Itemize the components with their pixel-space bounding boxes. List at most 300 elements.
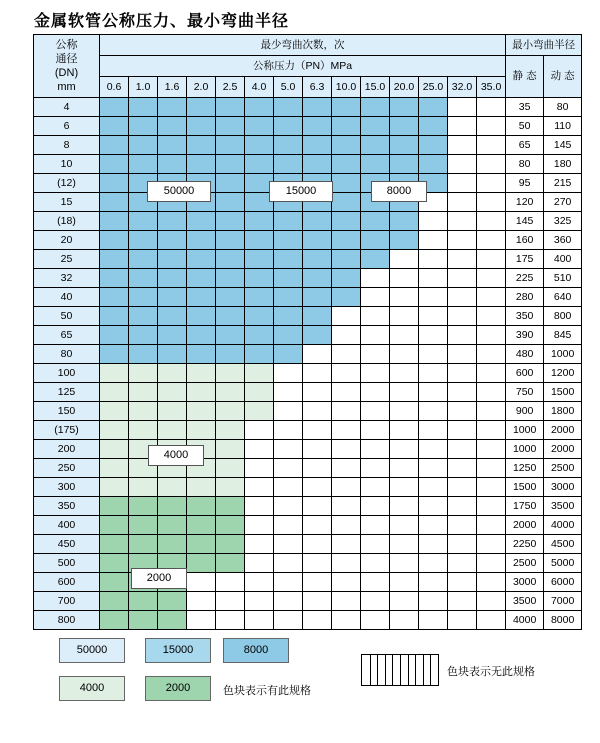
table-row (34, 269, 582, 288)
spec-cell (332, 497, 361, 516)
spec-cell (216, 193, 245, 212)
spec-cell (390, 364, 419, 383)
pressure-col-header: 25.0 (419, 77, 448, 98)
spec-cell (158, 478, 187, 497)
static-radius: 2000 (506, 516, 544, 535)
spec-cell (129, 383, 158, 402)
spec-cell (390, 98, 419, 117)
spec-cell (303, 440, 332, 459)
dn-value: 300 (34, 478, 100, 497)
spec-cell (129, 117, 158, 136)
pressure-col-header: 20.0 (390, 77, 419, 98)
spec-cell (216, 554, 245, 573)
spec-cell (332, 535, 361, 554)
spec-cell (274, 402, 303, 421)
spec-cell (477, 288, 506, 307)
spec-cell (448, 193, 477, 212)
spec-cell (390, 535, 419, 554)
static-radius: 350 (506, 307, 544, 326)
spec-cell (216, 440, 245, 459)
spec-cell (129, 326, 158, 345)
table-row (34, 497, 582, 516)
spec-cell (274, 611, 303, 630)
spec-cell (332, 307, 361, 326)
spec-cell (245, 478, 274, 497)
static-radius: 390 (506, 326, 544, 345)
dn-value: 6 (34, 117, 100, 136)
legend-color-note: 色块表示有此规格 (223, 684, 311, 697)
spec-cell (303, 136, 332, 155)
pressure-col-header: 2.5 (216, 77, 245, 98)
legend-swatch: 50000 (59, 638, 125, 663)
spec-cell (245, 516, 274, 535)
spec-cell (332, 269, 361, 288)
dynamic-radius: 3500 (544, 497, 582, 516)
table-row (34, 611, 582, 630)
dn-value: (175) (34, 421, 100, 440)
spec-cell (390, 212, 419, 231)
spec-cell (129, 497, 158, 516)
spec-cell (100, 573, 129, 592)
table-row (34, 440, 582, 459)
static-radius: 120 (506, 193, 544, 212)
dynamic-radius: 3000 (544, 478, 582, 497)
spec-cell (158, 250, 187, 269)
spec-cell (332, 345, 361, 364)
overlay-value-tag: 15000 (269, 181, 333, 202)
spec-cell (187, 535, 216, 554)
table-row (34, 364, 582, 383)
spec-cell (477, 573, 506, 592)
spec-cell (477, 307, 506, 326)
spec-cell (477, 212, 506, 231)
spec-cell (158, 402, 187, 421)
spec-cell (245, 383, 274, 402)
spec-cell (187, 269, 216, 288)
spec-cell (448, 516, 477, 535)
spec-cell (332, 364, 361, 383)
spec-cell (477, 535, 506, 554)
spec-cell (158, 345, 187, 364)
spec-cell (216, 497, 245, 516)
spec-cell (303, 98, 332, 117)
dynamic-radius: 1200 (544, 364, 582, 383)
dynamic-radius: 360 (544, 231, 582, 250)
dn-value: 350 (34, 497, 100, 516)
pressure-col-header: 10.0 (332, 77, 361, 98)
spec-cell (100, 383, 129, 402)
spec-cell (129, 478, 158, 497)
spec-cell (390, 516, 419, 535)
spec-cell (448, 478, 477, 497)
spec-cell (158, 611, 187, 630)
spec-cell (158, 155, 187, 174)
spec-cell (216, 516, 245, 535)
spec-cell (100, 269, 129, 288)
spec-cell (129, 421, 158, 440)
spec-cell (303, 497, 332, 516)
pressure-col-header: 1.6 (158, 77, 187, 98)
static-radius: 750 (506, 383, 544, 402)
pressure-col-header: 35.0 (477, 77, 506, 98)
spec-cell (100, 554, 129, 573)
static-radius: 95 (506, 174, 544, 193)
overlay-value-tag: 50000 (147, 181, 211, 202)
overlay-value-tag: 4000 (148, 445, 204, 466)
spec-cell (187, 288, 216, 307)
spec-cell (100, 364, 129, 383)
spec-cell (419, 345, 448, 364)
dn-value: 500 (34, 554, 100, 573)
dynamic-radius: 800 (544, 307, 582, 326)
spec-cell (129, 592, 158, 611)
dynamic-radius: 2000 (544, 440, 582, 459)
table-body (34, 98, 582, 630)
spec-cell (245, 592, 274, 611)
spec-cell (216, 212, 245, 231)
spec-cell (187, 326, 216, 345)
table-row (34, 516, 582, 535)
spec-cell (419, 326, 448, 345)
spec-cell (187, 383, 216, 402)
spec-cell (303, 478, 332, 497)
spec-cell (419, 611, 448, 630)
dynamic-radius: 8000 (544, 611, 582, 630)
spec-cell (129, 231, 158, 250)
spec-cell (129, 307, 158, 326)
legend-swatch: 15000 (145, 638, 211, 663)
spec-cell (419, 478, 448, 497)
spec-cell (477, 155, 506, 174)
overlay-value-tag: 2000 (131, 568, 187, 589)
page-title: 金属软管公称压力、最小弯曲半径 (34, 11, 290, 30)
spec-cell (158, 136, 187, 155)
spec-cell (245, 345, 274, 364)
spec-cell (361, 421, 390, 440)
dn-value: 400 (34, 516, 100, 535)
legend-stripe-note: 色块表示无此规格 (447, 665, 535, 678)
spec-cell (158, 117, 187, 136)
dynamic-radius: 5000 (544, 554, 582, 573)
dn-value: 10 (34, 155, 100, 174)
spec-cell (361, 592, 390, 611)
spec-cell (158, 535, 187, 554)
spec-cell (361, 516, 390, 535)
spec-cell (216, 535, 245, 554)
dn-value: 150 (34, 402, 100, 421)
spec-cell (129, 288, 158, 307)
spec-cell (419, 364, 448, 383)
spec-cell (477, 364, 506, 383)
spec-cell (477, 497, 506, 516)
static-radius: 1750 (506, 497, 544, 516)
spec-cell (216, 269, 245, 288)
spec-cell (187, 250, 216, 269)
spec-cell (419, 592, 448, 611)
spec-cell (303, 231, 332, 250)
static-radius: 145 (506, 212, 544, 231)
dn-value: 125 (34, 383, 100, 402)
spec-cell (361, 269, 390, 288)
spec-cell (245, 117, 274, 136)
spec-cell (245, 535, 274, 554)
spec-cell (332, 440, 361, 459)
spec-cell (419, 250, 448, 269)
spec-cell (390, 383, 419, 402)
spec-cell (419, 402, 448, 421)
header-static: 静 态 (506, 56, 544, 98)
dynamic-radius: 845 (544, 326, 582, 345)
spec-cell (361, 155, 390, 174)
dynamic-radius: 400 (544, 250, 582, 269)
static-radius: 3500 (506, 592, 544, 611)
spec-cell (390, 478, 419, 497)
spec-cell (100, 307, 129, 326)
spec-cell (187, 478, 216, 497)
table-row (34, 383, 582, 402)
spec-cell (419, 117, 448, 136)
spec-cell (303, 421, 332, 440)
spec-cell (419, 231, 448, 250)
spec-cell (100, 497, 129, 516)
spec-cell (361, 231, 390, 250)
spec-cell (332, 573, 361, 592)
spec-cell (303, 155, 332, 174)
spec-cell (303, 459, 332, 478)
dynamic-radius: 7000 (544, 592, 582, 611)
legend-swatch: 8000 (223, 638, 289, 663)
spec-cell (390, 459, 419, 478)
spec-cell (303, 212, 332, 231)
spec-cell (448, 402, 477, 421)
spec-cell (187, 497, 216, 516)
spec-cell (448, 364, 477, 383)
spec-cell (245, 440, 274, 459)
spec-cell (332, 288, 361, 307)
spec-cell (274, 117, 303, 136)
table-row (34, 535, 582, 554)
spec-cell (245, 269, 274, 288)
spec-cell (100, 516, 129, 535)
spec-cell (477, 554, 506, 573)
spec-cell (390, 421, 419, 440)
spec-cell (390, 231, 419, 250)
spec-cell (158, 516, 187, 535)
spec-cell (303, 383, 332, 402)
pressure-col-header: 2.0 (187, 77, 216, 98)
table-row (34, 155, 582, 174)
spec-cell (448, 136, 477, 155)
spec-cell (332, 478, 361, 497)
spec-cell (129, 250, 158, 269)
spec-cell (216, 364, 245, 383)
table-row (34, 98, 582, 117)
spec-cell (100, 326, 129, 345)
spec-cell (477, 383, 506, 402)
spec-cell (332, 193, 361, 212)
spec-cell (245, 288, 274, 307)
spec-cell (361, 117, 390, 136)
spec-cell (303, 345, 332, 364)
spec-cell (448, 326, 477, 345)
spec-cell (390, 117, 419, 136)
spec-cell (274, 326, 303, 345)
spec-cell (274, 98, 303, 117)
spec-cell (390, 250, 419, 269)
spec-cell (100, 136, 129, 155)
spec-cell (361, 611, 390, 630)
spec-cell (448, 611, 477, 630)
static-radius: 2500 (506, 554, 544, 573)
spec-cell (100, 250, 129, 269)
table-row (34, 459, 582, 478)
static-radius: 160 (506, 231, 544, 250)
spec-cell (187, 573, 216, 592)
spec-cell (448, 174, 477, 193)
spec-cell (361, 307, 390, 326)
pressure-col-header: 1.0 (129, 77, 158, 98)
spec-cell (274, 288, 303, 307)
spec-cell (187, 98, 216, 117)
spec-cell (187, 554, 216, 573)
spec-cell (448, 421, 477, 440)
spec-cell (332, 155, 361, 174)
spec-cell (216, 573, 245, 592)
header-bend-count: 最少弯曲次数，次 (100, 35, 506, 56)
spec-cell (390, 554, 419, 573)
spec-cell (216, 98, 245, 117)
spec-cell (332, 421, 361, 440)
spec-cell (448, 554, 477, 573)
spec-cell (158, 288, 187, 307)
spec-cell (187, 345, 216, 364)
spec-cell (448, 383, 477, 402)
spec-cell (274, 516, 303, 535)
pressure-col-header: 0.6 (100, 77, 129, 98)
table-row (34, 212, 582, 231)
spec-cell (158, 326, 187, 345)
table-row (34, 307, 582, 326)
spec-cell (216, 174, 245, 193)
spec-cell (419, 421, 448, 440)
spec-cell (361, 250, 390, 269)
spec-cell (274, 440, 303, 459)
spec-cell (448, 212, 477, 231)
spec-cell (448, 535, 477, 554)
spec-cell (216, 478, 245, 497)
spec-cell (332, 402, 361, 421)
header-pressure: 公称压力（PN）MPa (100, 56, 506, 77)
spec-cell (158, 383, 187, 402)
dynamic-radius: 4500 (544, 535, 582, 554)
spec-cell (100, 459, 129, 478)
dynamic-radius: 640 (544, 288, 582, 307)
legend-swatch: 4000 (59, 676, 125, 701)
spec-cell (390, 345, 419, 364)
spec-cell (419, 155, 448, 174)
spec-cell (274, 136, 303, 155)
pressure-col-header: 15.0 (361, 77, 390, 98)
static-radius: 280 (506, 288, 544, 307)
spec-cell (419, 288, 448, 307)
overlay-value-tag: 8000 (371, 181, 427, 202)
dn-value: 20 (34, 231, 100, 250)
spec-cell (129, 98, 158, 117)
spec-cell (158, 364, 187, 383)
spec-cell (332, 383, 361, 402)
spec-cell (477, 402, 506, 421)
spec-cell (390, 402, 419, 421)
spec-cell (216, 459, 245, 478)
dn-value: 4 (34, 98, 100, 117)
spec-cell (361, 402, 390, 421)
spec-cell (477, 117, 506, 136)
static-radius: 35 (506, 98, 544, 117)
spec-cell (274, 459, 303, 478)
spec-cell (100, 193, 129, 212)
dn-value: 100 (34, 364, 100, 383)
spec-cell (245, 573, 274, 592)
spec-cell (448, 497, 477, 516)
spec-cell (303, 592, 332, 611)
spec-cell (419, 307, 448, 326)
spec-cell (100, 611, 129, 630)
dynamic-radius: 1000 (544, 345, 582, 364)
header-dn-line-1: 公称 (55, 39, 78, 51)
static-radius: 1250 (506, 459, 544, 478)
spec-table (33, 34, 582, 630)
spec-cell (216, 592, 245, 611)
table-row (34, 250, 582, 269)
legend-stripe-swatch (361, 654, 439, 686)
header-dn (34, 35, 100, 98)
spec-cell (419, 136, 448, 155)
spec-cell (274, 155, 303, 174)
spec-cell (477, 459, 506, 478)
spec-cell (216, 288, 245, 307)
spec-cell (332, 592, 361, 611)
spec-cell (448, 155, 477, 174)
spec-cell (332, 516, 361, 535)
spec-cell (448, 98, 477, 117)
static-radius: 1500 (506, 478, 544, 497)
spec-cell (390, 269, 419, 288)
dn-value: 700 (34, 592, 100, 611)
spec-cell (274, 212, 303, 231)
spec-cell (390, 573, 419, 592)
spec-cell (100, 421, 129, 440)
spec-cell (129, 212, 158, 231)
spec-cell (245, 554, 274, 573)
spec-cell (477, 174, 506, 193)
spec-cell (245, 402, 274, 421)
spec-cell (274, 573, 303, 592)
spec-cell (100, 98, 129, 117)
static-radius: 225 (506, 269, 544, 288)
spec-cell (332, 326, 361, 345)
spec-cell (129, 136, 158, 155)
spec-cell (100, 440, 129, 459)
header-dn-line-2: 通径 (55, 53, 78, 65)
spec-cell (303, 364, 332, 383)
spec-cell (245, 611, 274, 630)
spec-cell (303, 554, 332, 573)
dn-value: 600 (34, 573, 100, 592)
dynamic-radius: 1800 (544, 402, 582, 421)
spec-cell (390, 155, 419, 174)
static-radius: 480 (506, 345, 544, 364)
static-radius: 50 (506, 117, 544, 136)
